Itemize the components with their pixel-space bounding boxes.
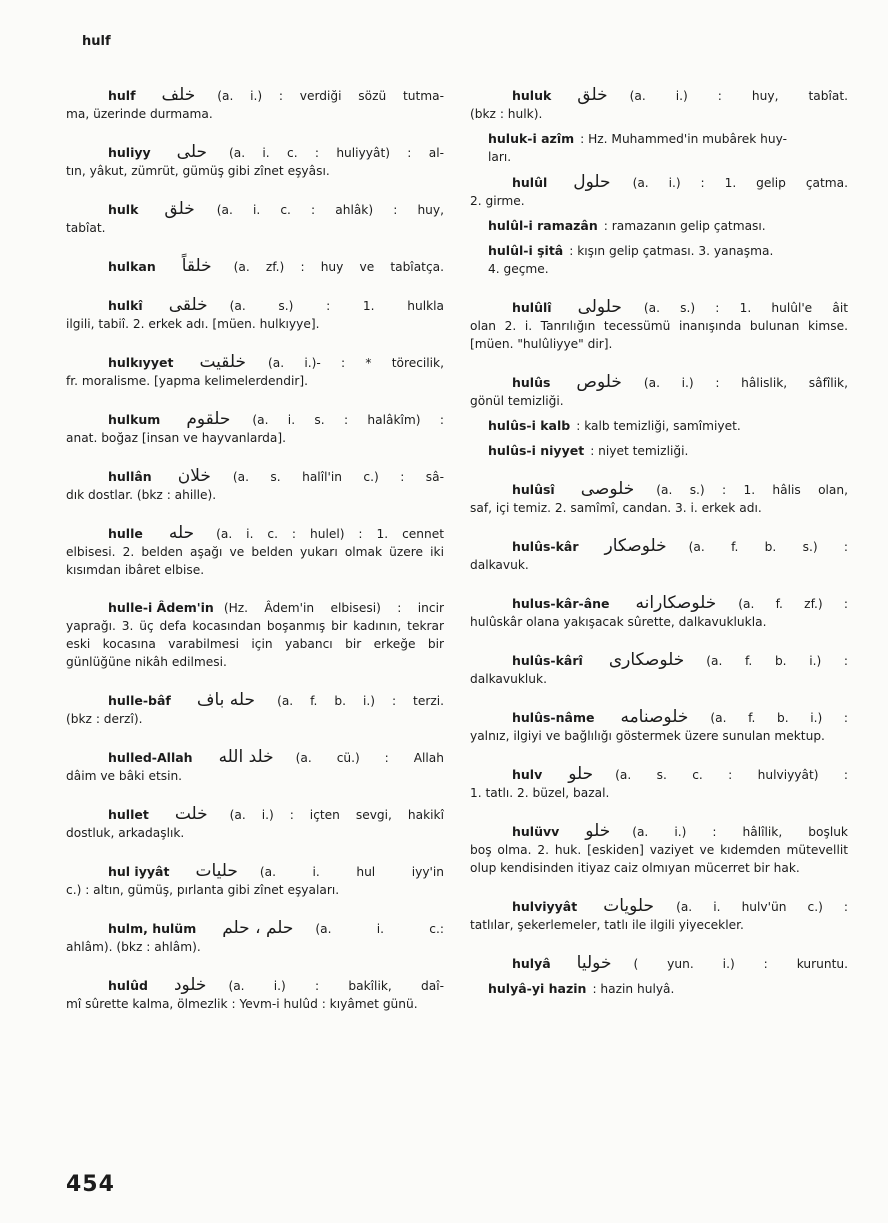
subentry: [470, 442, 848, 460]
dictionary-entry: [66, 919, 444, 956]
headword: hullân: [108, 469, 152, 484]
dictionary-entry: [66, 353, 444, 390]
definition-continuation: c.) : altın, gümüş, pırlanta gibi zînet eşyaları.: [66, 883, 340, 897]
definition: (a. i.) : huy, tabîat.: [629, 89, 848, 103]
dictionary-entry: [66, 410, 444, 447]
page-number: 454: [66, 1172, 115, 1197]
arabic-script: حلى: [176, 142, 207, 162]
headword: huluk: [512, 88, 552, 103]
definition-continuation: anat. boğaz [insan ve hayvanlarda].: [66, 431, 287, 445]
dictionary-entry: [470, 373, 848, 410]
definition-continuation: tatlılar, şekerlemeler, tatlı ile ilgili yiyecekler.: [470, 918, 744, 932]
headword: hulkum: [108, 412, 161, 427]
headword: hulf: [108, 88, 136, 103]
subentry: [470, 242, 848, 278]
dictionary-entry: [66, 200, 444, 237]
definition-continuation: tın, yâkut, zümrüt, gümüş gibi zînet eşyâsı.: [66, 164, 330, 178]
arabic-script: خلوصى: [580, 479, 635, 499]
arabic-script: خلق: [577, 85, 608, 105]
headword: hulv: [512, 767, 543, 782]
headword: hulle-bâf: [108, 693, 171, 708]
headword: hulyâ-yi hazin: [488, 981, 587, 996]
dictionary-entry: [66, 748, 444, 785]
headword: hulûs-i kalb: [488, 418, 571, 433]
definition: (a. i. hulv'ün c.) :: [676, 900, 848, 914]
definition-continuation: dalkavukluk.: [470, 672, 547, 686]
definition-continuation: dalkavuk.: [470, 558, 529, 572]
arabic-script: خلت: [174, 804, 208, 824]
definition-continuation: elbisesi. 2. belden aşağı ve belden yukarı olmak üzere iki kısımdan ibâret elbise.: [66, 545, 444, 577]
definition: (a. f. b. i.) :: [710, 711, 848, 725]
dictionary-entry: [470, 173, 848, 210]
definition: (a. f. zf.) :: [738, 597, 848, 611]
dictionary-entry: [66, 599, 444, 671]
definition-continuation: dâim ve bâki etsin.: [66, 769, 183, 783]
headword: hulviyyât: [512, 899, 578, 914]
headword: huliyy: [108, 145, 151, 160]
dictionary-entry: [470, 537, 848, 574]
dictionary-entry: [66, 296, 444, 333]
arabic-script: خلوصكارانه: [635, 593, 717, 613]
dictionary-entry: [470, 954, 848, 973]
left-column: [66, 86, 444, 1033]
definition: (a. i.) : hâlislik, sâfîlik,: [643, 376, 848, 390]
arabic-script: حلو: [568, 764, 594, 784]
definition: (a. zf.) : huy ve tabîatça.: [233, 260, 444, 274]
headword: hulkıyyet: [108, 355, 174, 370]
definition: (a. i. c. : hulel) : 1. cennet: [216, 527, 444, 541]
headword: hulm, hulüm: [108, 921, 197, 936]
definition-continuation: yaprağı. 3. üç defa kocasından boşanmış bir kadının, tekrar eski kocasına varabilmesi için yabancı bir erkeğe bir günlüğüne nikâh edilmesi.: [66, 619, 444, 669]
definition: (a. i. c. : huliyyât) : al-: [228, 146, 444, 160]
arabic-script: خلقيت: [199, 352, 246, 372]
definition-continuation: gönül temizliği.: [470, 394, 564, 408]
definition-continuation: (bkz : derzî).: [66, 712, 143, 726]
headword: hulûd: [108, 978, 148, 993]
definition: (a. i.) : içten sevgi, hakikî: [229, 808, 444, 822]
dictionary-entry: [470, 765, 848, 802]
dictionary-entry: [66, 143, 444, 180]
headword: hulûsî: [512, 482, 555, 497]
headword: hulüvv: [512, 824, 560, 839]
definition: (a. f. b. i.) : terzi.: [277, 694, 444, 708]
definition: (a. s. halîl'in c.) : sâ-: [232, 470, 444, 484]
arabic-script: خلقاً: [181, 256, 212, 276]
subentry: [470, 417, 848, 435]
definition: : niyet temizliği.: [590, 444, 689, 458]
definition: (a. i. s. : halâkîm) :: [252, 413, 444, 427]
definition-continuation: (bkz : hulk).: [470, 107, 543, 121]
arabic-script: خلق: [164, 199, 195, 219]
definition-continuation: mî sûrette kalma, ölmezlik : Yevm-i hulûd : kıyâmet günü.: [66, 997, 418, 1011]
definition: (a. i. c.:: [315, 922, 444, 936]
arabic-script: حلويات: [603, 896, 655, 916]
arabic-script: خلوصكار: [604, 536, 667, 556]
arabic-script: خلان: [177, 466, 211, 486]
dictionary-entry: [470, 480, 848, 517]
headword: hulkî: [108, 298, 143, 313]
dictionary-entry: [470, 708, 848, 745]
headword: hulûlî: [512, 300, 552, 315]
definition-continuation: 1. tatlı. 2. büzel, bazal.: [470, 786, 610, 800]
dictionary-entry: [66, 805, 444, 842]
definition: ( yun. i.) : kuruntu.: [633, 957, 848, 971]
arabic-script: حليات: [195, 861, 238, 881]
definition: (a. i.) : 1. gelip çatma.: [632, 176, 848, 190]
definition: : Hz. Muhammed'in mubârek huy-: [580, 132, 787, 146]
definition: (a. i.)- : * törecilik,: [268, 356, 444, 370]
definition-continuation: olan 2. i. Tanrılığın tecessümü inanışında bulunan kimse. [müen. "hulûliyye" dir].: [470, 319, 848, 351]
headword: hulûs-kârî: [512, 653, 583, 668]
dictionary-entry: [66, 257, 444, 276]
dictionary-entry: [470, 594, 848, 631]
definition: : kalb temizliği, samîmiyet.: [576, 419, 741, 433]
definition-continuation: ahlâm). (bkz : ahlâm).: [66, 940, 201, 954]
dictionary-entry: [66, 86, 444, 123]
dictionary-entry: [470, 897, 848, 934]
headword: huluk-i azîm: [488, 131, 575, 146]
definition: (a. f. b. i.) :: [706, 654, 848, 668]
headword: hulkan: [108, 259, 156, 274]
arabic-script: خلو: [585, 821, 611, 841]
definition: : kışın gelip çatması. 3. yanaşma.: [569, 244, 774, 258]
definition-continuation: saf, içi temiz. 2. samîmî, candan. 3. i. erkek adı.: [470, 501, 762, 515]
arabic-script: خلد الله: [218, 747, 274, 767]
arabic-script: حلول: [573, 172, 611, 192]
definition: : ramazanın gelip çatması.: [603, 219, 766, 233]
definition: (Hz. Âdem'in elbisesi) : incir: [223, 601, 444, 615]
headword: hulle: [108, 526, 143, 541]
headword: hulûs-i niyyet: [488, 443, 585, 458]
definition-continuation: tabîat.: [66, 221, 106, 235]
arabic-script: خلف: [161, 85, 196, 105]
dictionary-entry: [66, 862, 444, 899]
definition: (a. i.) : verdiği sözü tutma-: [217, 89, 444, 103]
definition-continuation: 2. girme.: [470, 194, 525, 208]
arabic-script: حله: [168, 523, 195, 543]
subentry: [470, 217, 848, 235]
dictionary-entry: [66, 524, 444, 579]
definition-continuation: boş olma. 2. huk. [eskiden] vaziyet ve kıdemden mütevellit olup kendisinden itiyaz caiz olmıyan mücerret bir hak.: [470, 843, 848, 875]
definition-continuation: dostluk, arkadaşlık.: [66, 826, 185, 840]
arabic-script: حلقوم: [186, 409, 231, 429]
headword: hulus-kâr-âne: [512, 596, 610, 611]
arabic-script: خلوصنامه: [620, 707, 689, 727]
definition-continuation: fr. moralisme. [yapma kelimelerdendir].: [66, 374, 309, 388]
definition: (a. s.) : 1. hulûl'e âit: [643, 301, 848, 315]
headword: hulk: [108, 202, 139, 217]
dictionary-entry: [470, 86, 848, 123]
definition-continuation: ma, üzerinde durmama.: [66, 107, 213, 121]
headword: hulled-Allah: [108, 750, 193, 765]
definition-continuation: ları.: [488, 150, 512, 164]
definition: (a. s. c. : hulviyyât) :: [615, 768, 848, 782]
headword: hulyâ: [512, 956, 551, 971]
dictionary-entry: [66, 976, 444, 1013]
headword: hulûl-i ramazân: [488, 218, 598, 233]
definition: (a. i.) : hâlîlik, boşluk: [632, 825, 848, 839]
definition: (a. i. hul iyy'in: [259, 865, 444, 879]
arabic-script: خلقى: [168, 295, 208, 315]
arabic-script: حله باف: [196, 690, 256, 710]
headword: hulûs-nâme: [512, 710, 595, 725]
definition-continuation: yalnız, ilgiyi ve bağlılığı göstermek üzere sunulan mektup.: [470, 729, 825, 743]
right-column: [470, 86, 848, 1018]
dictionary-entry: [66, 691, 444, 728]
definition-continuation: hulûskâr olana yakışacak sûrette, dalkavuklukla.: [470, 615, 767, 629]
subentry: [470, 130, 848, 166]
headword: hulûs-kâr: [512, 539, 579, 554]
dictionary-entry: [470, 298, 848, 353]
arabic-script: خلوص: [576, 372, 622, 392]
arabic-script: خوليا: [576, 953, 612, 973]
arabic-script: خلود: [173, 975, 207, 995]
arabic-script: حلم ، حلم: [222, 918, 294, 938]
subentry: [470, 980, 848, 998]
headword: hulle-i Âdem'in: [108, 600, 214, 615]
headword: hullet: [108, 807, 149, 822]
arabic-script: خلوصكارى: [608, 650, 685, 670]
definition: (a. i. c. : ahlâk) : huy,: [216, 203, 444, 217]
definition: (a. s.) : 1. hulkla: [229, 299, 444, 313]
definition: : hazin hulyâ.: [592, 982, 675, 996]
arabic-script: حلولى: [577, 297, 622, 317]
headword: hul iyyât: [108, 864, 170, 879]
definition-continuation: 4. geçme.: [488, 262, 549, 276]
dictionary-entry: [470, 822, 848, 877]
definition: (a. f. b. s.) :: [688, 540, 848, 554]
headword: hulûl-i şitâ: [488, 243, 564, 258]
definition-continuation: ilgili, tabiî. 2. erkek adı. [müen. hulkıyye].: [66, 317, 320, 331]
definition: (a. s.) : 1. hâlis olan,: [656, 483, 848, 497]
dictionary-entry: [66, 467, 444, 504]
headword: hulûl: [512, 175, 548, 190]
definition: (a. i.) : bakîlik, daî-: [228, 979, 444, 993]
definition-continuation: dık dostlar. (bkz : ahille).: [66, 488, 217, 502]
dictionary-entry: [470, 651, 848, 688]
running-head: hulf: [82, 34, 111, 49]
definition: (a. cü.) : Allah: [295, 751, 444, 765]
headword: hulûs: [512, 375, 551, 390]
